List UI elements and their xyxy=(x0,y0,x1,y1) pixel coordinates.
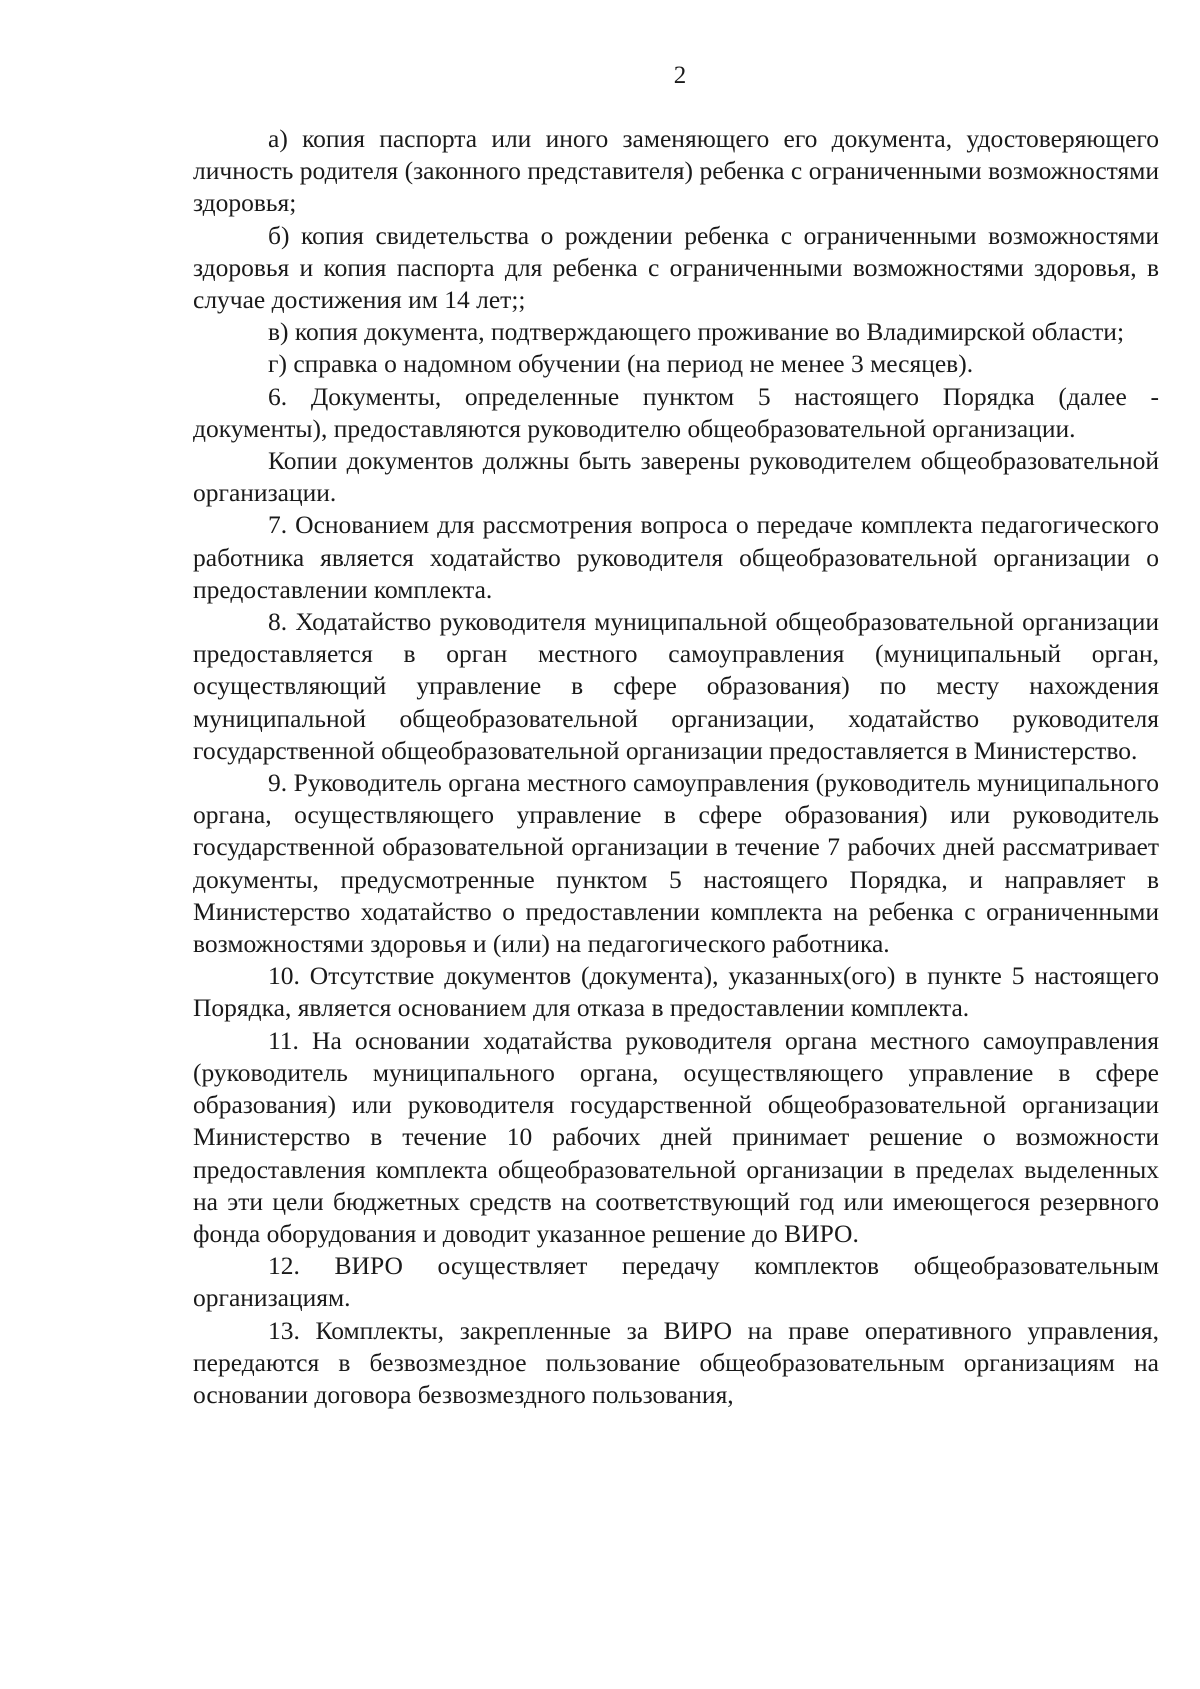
page-number: 2 xyxy=(673,62,687,89)
paragraph-7: 7. Основанием для рассмотрения вопроса о передаче комплекта педагогического работника является ходатайство руководителя общеобразовательной организации о предоставлении комплекта. xyxy=(193,510,1159,604)
paragraph-12: 12. ВИРО осуществляет передачу комплектов общеобразовательным организациям. xyxy=(193,1251,1159,1313)
paragraph-item-v: в) копия документа, подтверждающего проживание во Владимирской области; xyxy=(268,317,1125,347)
paragraph-10: 10. Отсутствие документов (документа), указанных(ого) в пункте 5 настоящего Порядка, является основанием для отказа в предоставлении комплекта. xyxy=(193,961,1159,1023)
paragraph-8: 8. Ходатайство руководителя муниципальной общеобразовательной организации предоставляется в орган местного самоуправления (муниципальный орган, осуществляющий управление в сфере образования) по месту нахождения муниципальной общеобразовательной организации, ходатайство руководителя государственной общеобразовательной организации предоставляется в Министерство. xyxy=(193,607,1159,765)
paragraph-item-a: а) копия паспорта или иного заменяющего его документа, удостоверяющего личность родителя (законного представителя) ребенка с ограниченными возможностями здоровья; xyxy=(193,124,1159,218)
paragraph-11: 11. На основании ходатайства руководителя органа местного самоуправления (руководитель муниципального органа, осуществляющего управление в сфере образования) или руководителя государственной общеобразовательной организации Министерство в течение 10 рабочих дней принимает решение о возможности предоставления комплекта общеобразовательной организации в пределах выделенных на эти цели бюджетных средств на соответствующий год или имеющегося резервного фонда оборудования и доводит указанное решение до ВИРО. xyxy=(193,1025,1159,1248)
document-body xyxy=(193,123,1159,1411)
paragraph-item-g: г) справка о надомном обучении (на период не менее 3 месяцев). xyxy=(268,349,974,379)
paragraph-9: 9. Руководитель органа местного самоуправления (руководитель муниципального органа, осуществляющего управление в сфере образования) или руководитель государственной образовательной организации в течение 7 рабочих дней рассматривает документы, предусмотренные пунктом 5 настоящего Порядка, и направляет в Министерство ходатайство о предоставлении комплекта на ребенка с ограниченными возможностями здоровья и (или) на педагогического работника. xyxy=(193,768,1159,959)
paragraph-6-copies: Копии документов должны быть заверены руководителем общеобразовательной организации. xyxy=(193,446,1159,508)
paragraph-item-b: б) копия свидетельства о рождении ребенка с ограниченными возможностями здоровья и копия паспорта для ребенка с ограниченными возможностями здоровья, в случае достижения им 14 лет;; xyxy=(193,220,1159,315)
paragraph-6: 6. Документы, определенные пунктом 5 настоящего Порядка (далее - документы), предоставляются руководителю общеобразовательной организации. xyxy=(193,381,1159,443)
paragraph-13: 13. Комплекты, закрепленные за ВИРО на праве оперативного управления, передаются в безвозмездное пользование общеобразовательным организациям на основании договора безвозмездного пользования, xyxy=(193,1315,1159,1409)
